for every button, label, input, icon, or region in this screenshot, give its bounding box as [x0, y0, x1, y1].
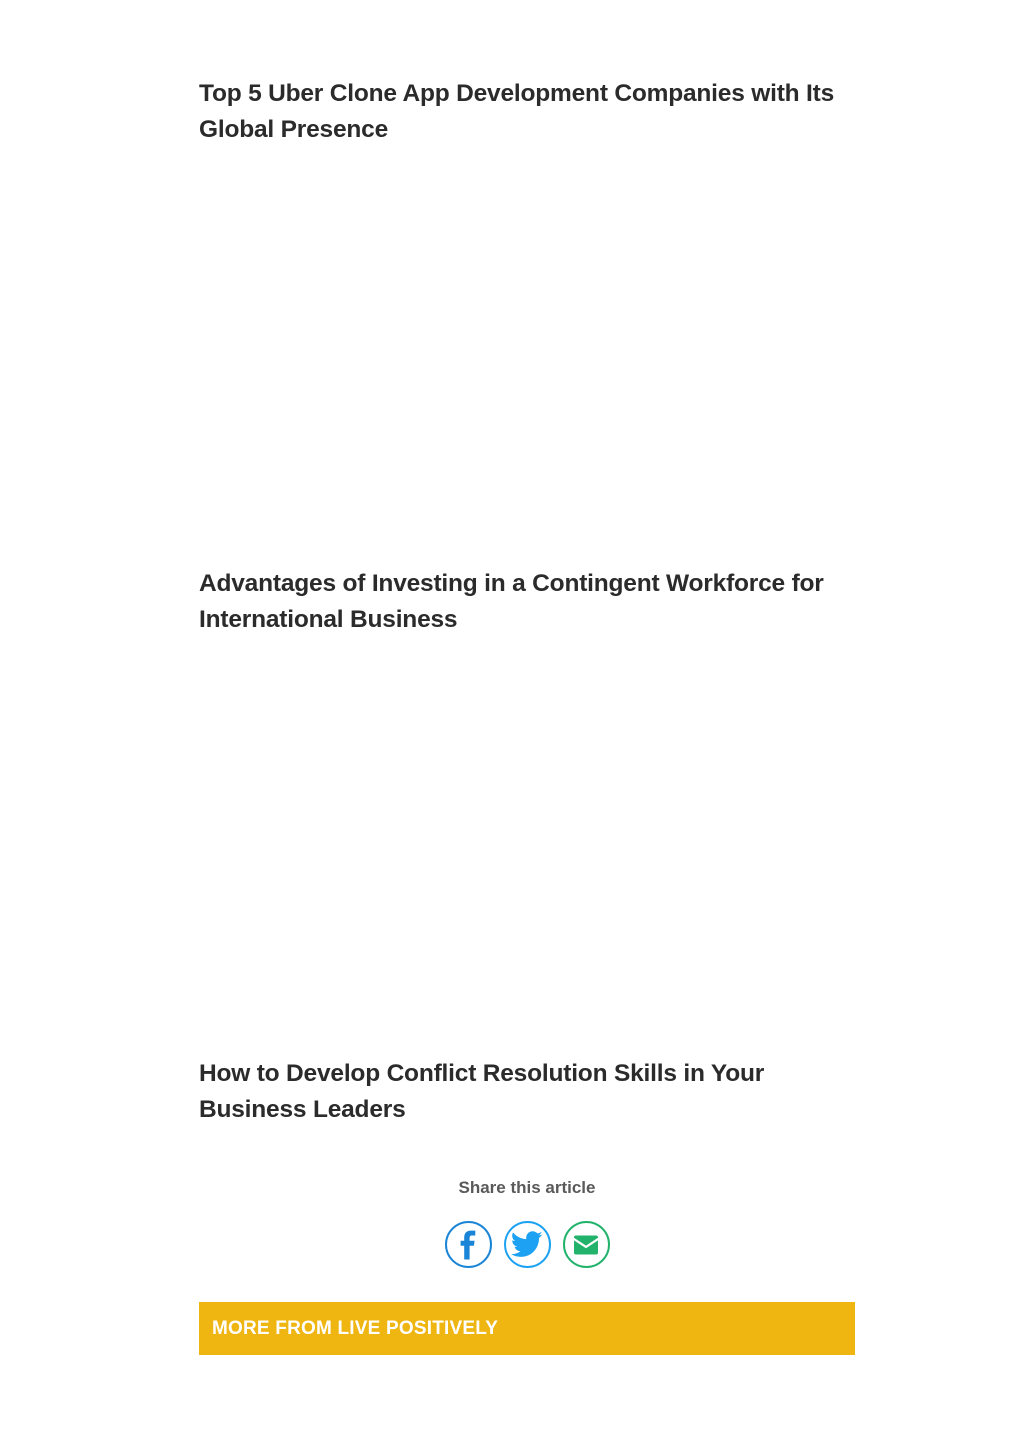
- share-buttons: [199, 1221, 855, 1268]
- related-article-title[interactable]: Advantages of Investing in a Contingent Workforce for International Business: [199, 570, 824, 633]
- share-section: [199, 1176, 855, 1268]
- related-article-card[interactable]: [199, 566, 855, 1018]
- article-list-page: [199, 0, 855, 1449]
- twitter-icon: [511, 1231, 543, 1258]
- share-label: Share this article: [458, 1178, 596, 1197]
- related-article-image[interactable]: [199, 638, 855, 1018]
- twitter-share-button[interactable]: [504, 1221, 551, 1268]
- more-from-label[interactable]: MORE FROM LIVE POSITIVELY: [212, 1317, 499, 1339]
- related-article-title[interactable]: How to Develop Conflict Resolution Skills in Your Business Leaders: [199, 1060, 765, 1123]
- email-share-button[interactable]: [563, 1221, 610, 1268]
- related-article-card[interactable]: [199, 76, 855, 528]
- facebook-icon: [456, 1230, 480, 1260]
- facebook-share-button[interactable]: [445, 1221, 492, 1268]
- email-icon: [573, 1235, 599, 1255]
- related-article-card[interactable]: [199, 1056, 855, 1128]
- more-from-live-positively-bar[interactable]: [199, 1302, 855, 1355]
- related-article-title[interactable]: Top 5 Uber Clone App Development Companies with Its Global Presence: [199, 80, 835, 143]
- related-article-image[interactable]: [199, 148, 855, 528]
